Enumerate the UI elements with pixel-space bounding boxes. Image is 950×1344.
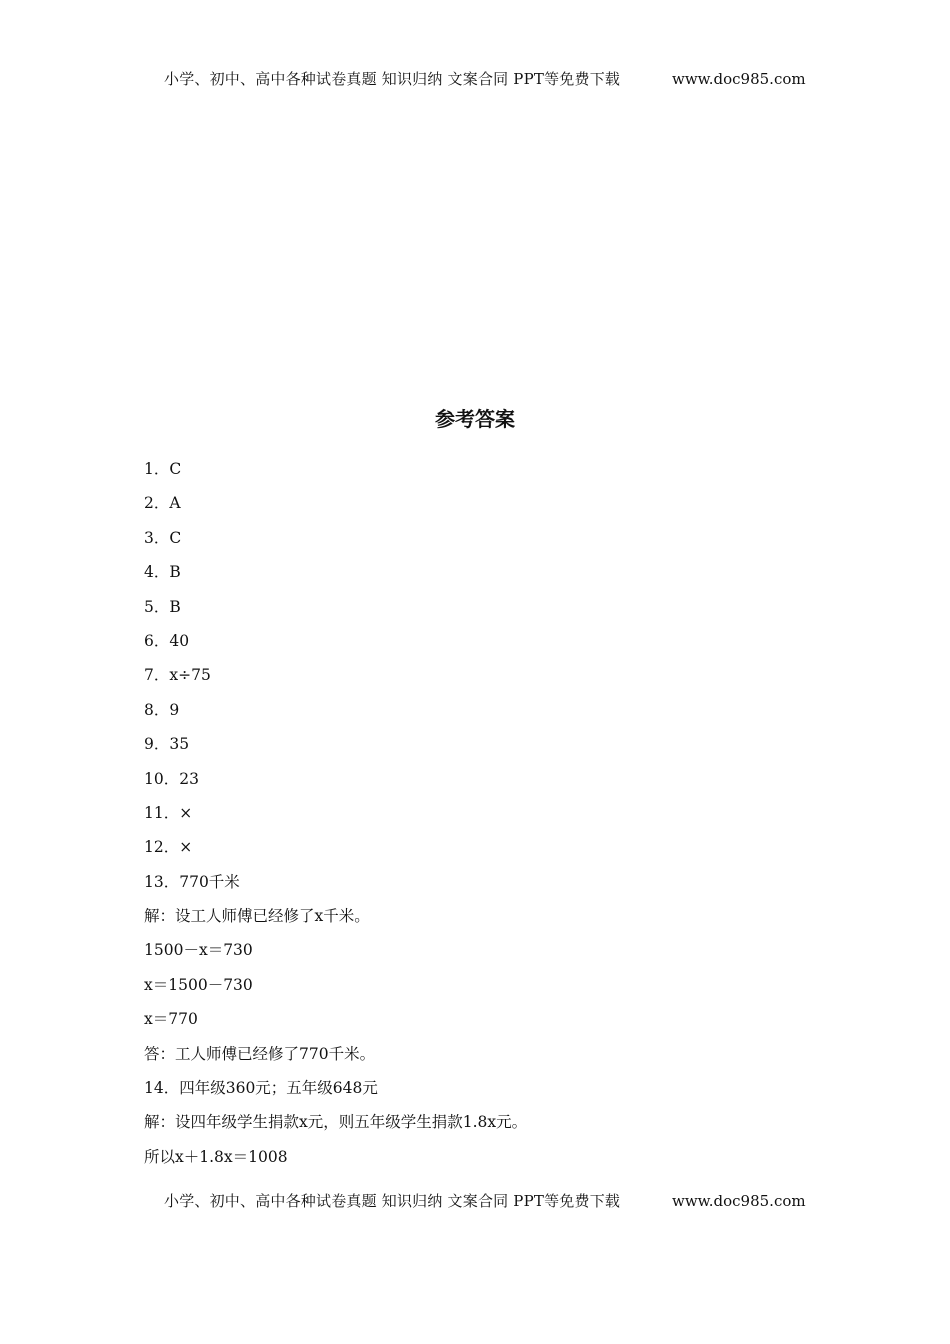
equation-line: 所以x＋1.8x＝1008 — [144, 1147, 288, 1166]
footer-banner-text: 小学、初中、高中各种试卷真题 知识归纳 文案合同 PPT等免费下载 — [164, 1192, 621, 1210]
answer-line: 4．B — [144, 563, 181, 582]
answer-line: 8．9 — [144, 700, 180, 719]
answer-line: 7．x÷75 — [144, 666, 211, 685]
answer-line: 12．× — [144, 838, 193, 857]
answer-line: 1．C — [144, 460, 182, 478]
answer-list — [144, 456, 844, 1178]
answer-line: 2．A — [144, 494, 181, 513]
equation-line: x＝1500－730 — [144, 975, 253, 994]
answer-line: 14．四年级360元；五年级648元 — [144, 1079, 378, 1098]
footer-banner — [0, 1190, 950, 1212]
answer-line: 3．C — [144, 528, 182, 547]
answer-line: 13．770千米 — [144, 872, 240, 891]
answer-line: 9．35 — [144, 735, 190, 754]
answer-line: 6．40 — [144, 631, 190, 650]
solution-line: 解：设工人师傅已经修了x千米。 — [144, 907, 370, 926]
page-title: 参考答案 — [435, 407, 515, 431]
equation-line: 1500－x＝730 — [144, 941, 253, 960]
equation-line: x＝770 — [144, 1010, 198, 1029]
header-banner — [0, 68, 950, 90]
answer-line: 10．23 — [144, 769, 199, 788]
answer-line: 5．B — [144, 597, 181, 616]
footer-site-link[interactable]: www.doc985.com — [672, 1192, 806, 1210]
answer-line: 11．× — [144, 803, 193, 822]
header-site-link[interactable]: www.doc985.com — [672, 70, 806, 88]
conclusion-line: 答：工人师傅已经修了770千米。 — [144, 1044, 376, 1063]
header-banner-text: 小学、初中、高中各种试卷真题 知识归纳 文案合同 PPT等免费下载 — [164, 70, 621, 88]
solution-line: 解：设四年级学生捐款x元，则五年级学生捐款1.8x元。 — [144, 1113, 528, 1132]
